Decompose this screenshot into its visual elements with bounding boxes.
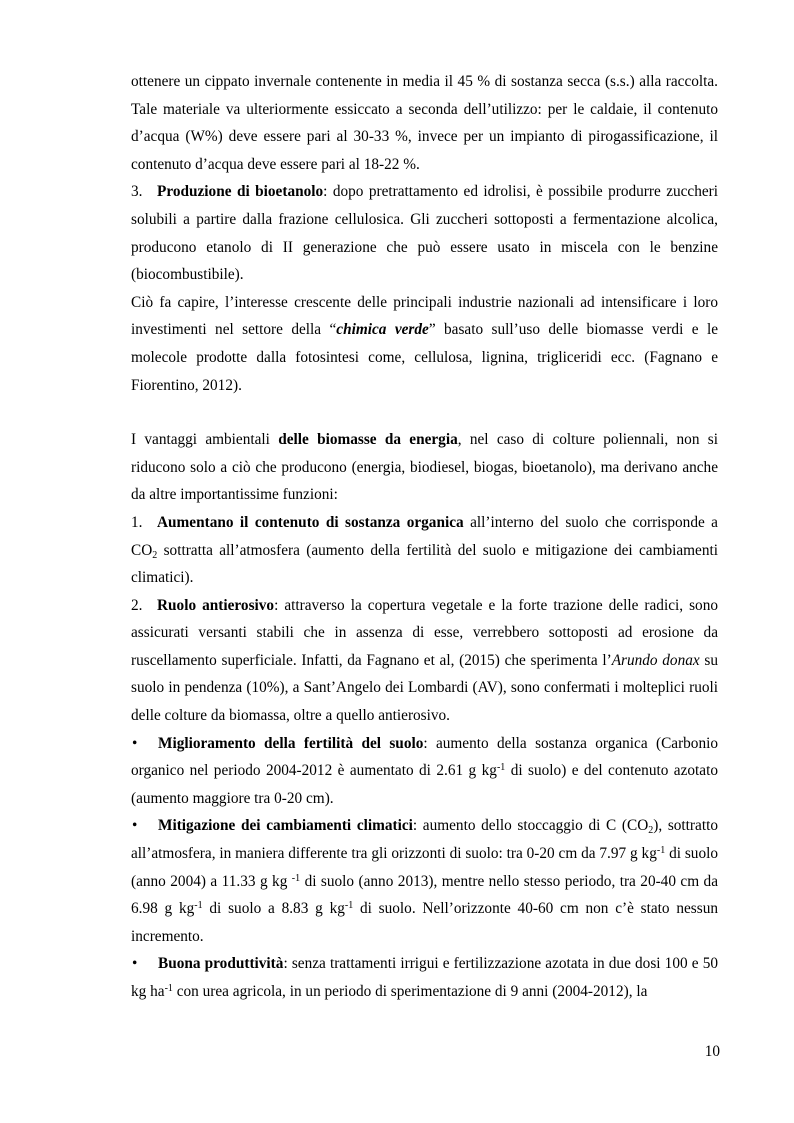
list-item-bioetanolo: 3. Produzione di bioetanolo: dopo pretrattamento ed idrolisi, è possibile produrre zuccheri solubili a partire dalla frazione cellulosica. Gli zuccheri sottoposti a fermentazione alcolica, producono etanolo di II generazione che può essere usato in miscela con le benzine (biocombustibile). xyxy=(131,178,718,288)
bullet-icon: • xyxy=(132,734,138,752)
page-number: 10 xyxy=(704,1043,720,1060)
paragraph-chimica-verde: Ciò fa capire, l’interesse crescente delle principali industrie nazionali ad intensificare i loro investimenti nel settore della “chimica verde” basato sull’uso delle biomasse verdi e le molecole prodotte dalla fotosintesi come, cellulosa, lignina, trigliceridi ecc. (Fagnano e Fiorentino, 2012). xyxy=(131,293,719,394)
bullet-title: Miglioramento della fertilità del suolo xyxy=(158,734,424,752)
list-number: 1. xyxy=(131,513,143,531)
bullet-title: Mitigazione dei cambiamenti climatici xyxy=(158,817,413,835)
list-item-title: Ruolo antierosivo xyxy=(157,596,275,614)
list-item-sostanza-organica: 1. Aumentano il contenuto di sostanza organica all’interno del suolo che corrisponde a $CO_2$ sottratta all’atmosfera (aumento della fertilità del suolo e mitigazione dei cambiamenti climatici). xyxy=(131,509,718,592)
emphasis-chimica-verde: chimica verde xyxy=(336,321,429,339)
bullet-fertilita: • Miglioramento della fertilità del suolo: aumento della sostanza organica (Carbonio organico nel periodo 2004-2012 è aumentato di 2.61 g $kg^{-1}$ di suolo) e del contenuto azotato (aumento maggiore tra 0-20 cm). xyxy=(131,730,718,813)
list-number: 3. xyxy=(131,183,143,201)
species-name: Arundo donax xyxy=(611,651,700,669)
bullet-title: Buona produttività xyxy=(158,955,284,973)
list-number: 2. xyxy=(131,596,143,614)
list-item-ruolo-antierosivo: 2. Ruolo antierosivo: attraverso la copertura vegetale e la forte trazione delle radici, sono assicurati versanti stabili che in assenza di esse, verrebbero sottoposti ad erosione da ruscellamento superficiale. Infatti, da Fagnano et al, (2015) che sperimenta l’Arundo donax su suolo in pendenza (10%), a Sant’Angelo dei Lombardi (AV), sono confermati i molteplici ruoli delle colture da biomassa, oltre a quello antierosivo. xyxy=(131,592,718,730)
paragraph-intro: ottenere un cippato invernale contenente in media il 45 % di sostanza secca (s.s.) alla raccolta. Tale materiale va ulteriormente essiccato a seconda dell’utilizzo: per le caldaie, il contenuto d’acqua (W%) deve essere pari al 30-33 %, invece per un impianto di pirogassificazione, il contenuto d’acqua deve essere pari al 18-22 %. xyxy=(131,73,718,173)
list-item-title: Aumentano il contenuto di sostanza organica xyxy=(157,513,464,531)
bullet-produttivita: • Buona produttività: senza trattamenti irrigui e fertilizzazione azotata in due dosi 100 e 50 kg $ha^{-1}$ con urea agricola, in un periodo di sperimentazione di 9 anni (2004-2012), la xyxy=(131,950,718,1005)
bullet-mitigazione: • Mitigazione dei cambiamenti climatici: aumento dello stoccaggio di C $(CO_2)$, sottratto all’atmosfera, in maniera differente tra gli orizzonti di suolo: tra 0-20 cm da 7.97 g $kg^{-1}$ di suolo (anno 2004) a 11.33 g kg $^{-1}$ di suolo (anno 2013), mentre nello stesso periodo, tra 20-40 cm da 6.98 g $kg^{-1}$ di suolo a 8.83 g $kg^{-1}$ di suolo. Nell’orizzonte 40-60 cm non c’è stato nessun incremento. xyxy=(131,812,718,950)
list-item-title: Produzione di bioetanolo xyxy=(157,183,324,201)
page-body xyxy=(131,68,718,1006)
paragraph-gap xyxy=(131,399,718,426)
bullet-icon: • xyxy=(132,955,138,973)
bullet-icon: • xyxy=(132,817,138,835)
paragraph-vantaggi: I vantaggi ambientali delle biomasse da energia, nel caso di colture poliennali, non si riducono solo a ciò che producono (energia, biodiesel, biogas, bioetanolo), ma derivano anche da altre importantissime funzioni: xyxy=(131,431,718,504)
